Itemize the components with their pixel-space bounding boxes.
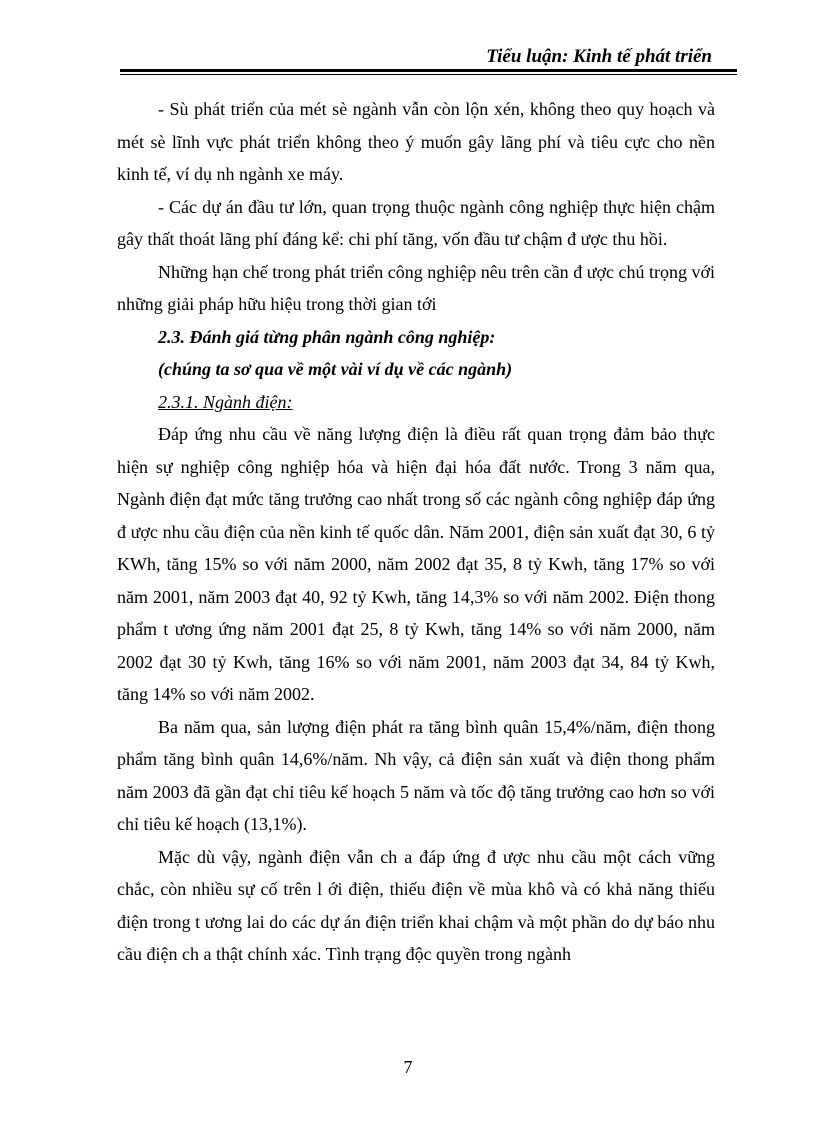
section-heading-note: (chúng ta sơ qua về một vài ví dụ về các ngành) [158, 359, 513, 379]
document-body [117, 93, 715, 971]
paragraph-1: - Sù phát triển của mét sè ngành vẫn còn lộn xén, không theo quy hoạch và mét sè lĩnh vực phát triển không theo ý muốn gây lãng phí và tiêu cực cho nền kinh tế, ví dụ nh ngành xe máy. [117, 99, 715, 184]
header-rule-thin [120, 74, 737, 75]
page-number: 7 [403, 1057, 413, 1077]
subsection-heading: 2.3.1. Ngành điện: [158, 391, 293, 412]
header-title: Tiểu luận: Kinh tế phát triển [486, 46, 712, 67]
section-heading: 2.3. Đánh giá từng phân ngành công nghiệp: [158, 326, 496, 347]
header-rule-thick [120, 69, 737, 72]
paragraph-2: - Các dự án đầu tư lớn, quan trọng thuộc ngành công nghiệp thực hiện chậm gây thất thoát lãng phí đáng kể: chi phí tăng, vốn đầu tư chậm đ ược thu hồi. [117, 196, 715, 249]
paragraph-6: Mặc dù vậy, ngành điện vẫn ch a đáp ứng đ ược nhu cầu một cách vững chắc, còn nhiều sự cố trên l ới điện, thiếu điện về mùa khô và có khả năng thiếu điện trong t ương lai do các dự án điện triển khai chậm và một phần do dự báo nhu cầu điện ch a thật chính xác. Tình trạng độc quyền trong ngành [117, 846, 715, 964]
paragraph-5: Ba năm qua, sản lượng điện phát ra tăng bình quân 15,4%/năm, điện thong phẩm tăng bình quân 14,6%/năm. Nh vậy, cả điện sản xuất và điện thong phẩm năm 2003 đã gần đạt chỉ tiêu kế hoạch 5 năm và tốc độ tăng trưởng cao hơn so với chỉ tiêu kế hoạch (13,1%). [117, 716, 715, 834]
paragraph-4: Đáp ứng nhu cầu về năng lượng điện là điều rất quan trọng đảm bảo thực hiện sự nghiệp công nghiệp hóa và hiện đại hóa đất nước. Trong 3 năm qua, Ngành điện đạt mức tăng trưởng cao nhất trong số các ngành công nghiệp đáp ứng đ ược nhu cầu điện của nền kinh tế quốc dân. Năm 2001, điện sản xuất đạt 30, 6 tỷ KWh, tăng 15% so với năm 2000, năm 2002 đạt 35, 8 tỷ Kwh, tăng 17% so với năm 2001, năm 2003 đạt 40, 92 tỷ Kwh, tăng 14,3% so với năm 2002. Điện thong phẩm t ương ứng năm 2001 đạt 25, 8 tỷ Kwh, tăng 14% so với năm 2000, năm 2002 đạt 30 tỷ Kwh, tăng 16% so với năm 2001, năm 2003 đạt 34, 84 tỷ Kwh, tăng 14% so với năm 2002. [117, 424, 715, 704]
paragraph-3: Những hạn chế trong phát triển công nghiệp nêu trên cần đ ược chú trọng với những giải pháp hữu hiệu trong thời gian tới [117, 261, 715, 314]
